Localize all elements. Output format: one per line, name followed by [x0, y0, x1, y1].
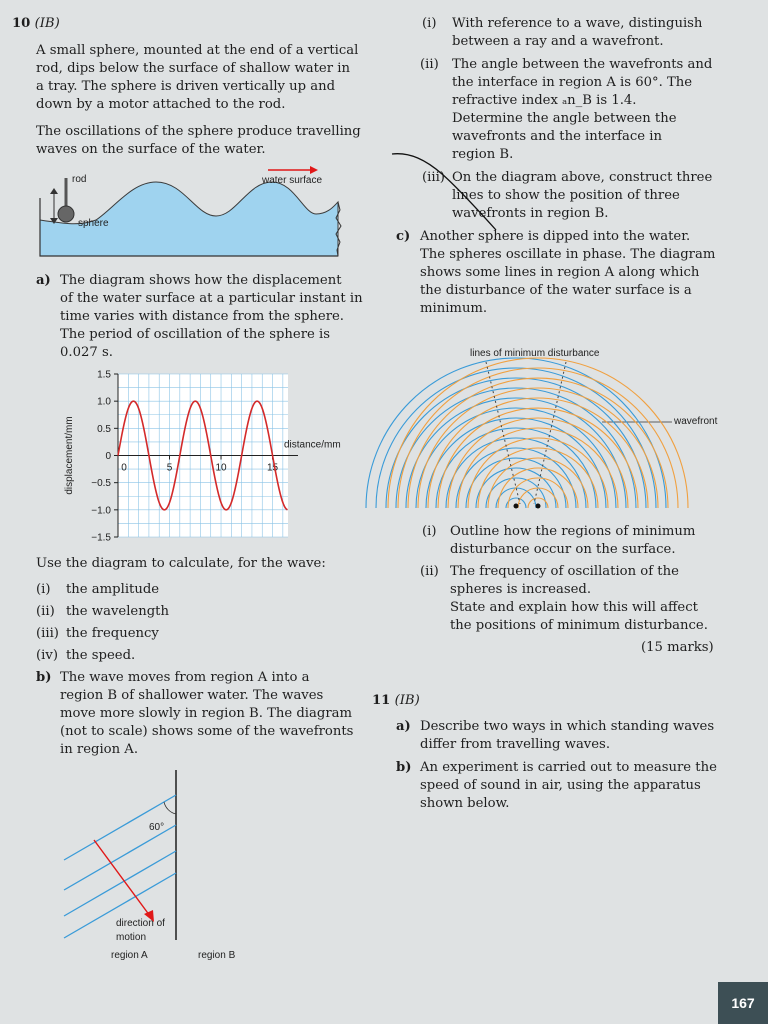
question-number: 10 [12, 16, 31, 31]
text-line: region B of shallower water. The waves [60, 688, 324, 703]
text-line: lines to show the position of three [452, 188, 680, 203]
question-tag: (IB) [34, 16, 60, 31]
text-line: between a ray and a wavefront. [452, 34, 664, 49]
x-tick-label: 15 [266, 462, 279, 474]
source-sphere-left [514, 504, 519, 509]
text-line: region B. [452, 147, 514, 162]
text-line: The oscillations of the sphere produce travelling [36, 124, 361, 139]
text-line: Describe two ways in which standing waves [420, 719, 715, 734]
part-letter: b) [396, 760, 412, 775]
text-line: shows some lines in region A along which [420, 265, 700, 280]
part-num: (iii) [422, 170, 445, 185]
wavefront-arc [366, 358, 666, 508]
part-num: (i) [422, 16, 437, 31]
marks-label: (15 marks) [641, 640, 714, 655]
text-line: State and explain how this will affect [450, 600, 698, 615]
part-letter: a) [36, 273, 51, 288]
tray-diagram [36, 168, 346, 258]
question-11-header [372, 692, 420, 710]
text-line: of the water surface at a particular instant in [60, 291, 363, 306]
text-line: shown below. [420, 796, 510, 811]
wavefront-2 [64, 825, 176, 890]
region-a-label: region A [111, 950, 148, 961]
min-line-right [534, 362, 566, 504]
text-line: the disturbance of the water surface is a [420, 283, 692, 298]
page-number: 167 [718, 982, 768, 1024]
y-axis-label: displacement/mm [64, 416, 75, 495]
text-line: The wave moves from region A into a [60, 670, 310, 685]
part-num: (ii) [420, 57, 439, 72]
min-lines-label: lines of minimum disturbance [470, 348, 600, 359]
sphere-label: sphere [78, 218, 109, 229]
text-line: disturbance occur on the surface. [450, 542, 676, 557]
text-line: in region A. [60, 742, 139, 757]
sphere [58, 206, 74, 222]
question-10-header [12, 15, 60, 33]
y-tick-label: 1.5 [97, 369, 111, 381]
part-letter: a) [396, 719, 411, 734]
y-tick-label: −1.0 [91, 505, 111, 517]
pen-annotation [390, 148, 510, 238]
text-line: rod, dips below the surface of shallow water in [36, 61, 350, 76]
direction-label-1: direction of [116, 918, 165, 929]
part-text: the speed. [66, 648, 136, 663]
text-line: a tray. The sphere is driven vertically up and [36, 79, 336, 94]
text-line: Outline how the regions of minimum [450, 524, 696, 539]
text-line: On the diagram above, construct three [452, 170, 713, 185]
text-line: down by a motor attached to the rod. [36, 97, 286, 112]
part-num: (ii) [420, 564, 439, 579]
part-text: the wavelength [66, 604, 169, 619]
text-line: Determine the angle between the [452, 111, 677, 126]
y-tick-label: −1.5 [91, 532, 111, 544]
x-tick-label: 10 [215, 462, 227, 474]
text-line: The angle between the wavefronts and [452, 57, 713, 72]
text-line: move more slowly in region B. The diagram [60, 706, 352, 721]
text-line: The period of oscillation of the sphere is [60, 327, 330, 342]
text-line: With reference to a wave, distinguish [452, 16, 703, 31]
y-tick-label: 0.5 [97, 423, 111, 435]
text-line: (not to scale) shows some of the wavefronts [60, 724, 354, 739]
y-tick-label: −0.5 [91, 478, 111, 490]
part-text: the frequency [66, 626, 159, 641]
y-tick-label: 0 [105, 451, 111, 462]
part-letter: b) [36, 670, 52, 685]
rod-label: rod [72, 174, 87, 185]
arc-group [366, 358, 688, 508]
text-line: minimum. [420, 301, 488, 316]
wavefront-label: wavefront [674, 416, 718, 427]
question-number: 11 [372, 693, 391, 708]
x-tick-label: 5 [166, 462, 173, 474]
text-line: refractive index ₐn_B is 1.4. [452, 93, 637, 108]
text-line: waves on the surface of the water. [36, 142, 266, 157]
text-line: A small sphere, mounted at the end of a vertical [36, 43, 359, 58]
text-line: wavefronts and the interface in [452, 129, 663, 144]
part-num: (ii) [36, 604, 55, 619]
text-line: the interface in region A is 60°. The [452, 75, 693, 90]
text-line: spheres is increased. [450, 582, 592, 597]
text-line: The frequency of oscillation of the [450, 564, 679, 579]
wavefront-arc [466, 458, 566, 508]
wavefront-arc [488, 458, 588, 508]
text-line: wavefronts in region B. [452, 206, 609, 221]
text-line: 0.027 s. [60, 345, 113, 360]
region-b-label: region B [198, 950, 236, 961]
x-tick-label: 0 [121, 462, 127, 474]
direction-label-2: motion [116, 932, 147, 943]
water-surface-label: water surface [262, 175, 323, 186]
text-line: the positions of minimum disturbance. [450, 618, 708, 633]
text-line: differ from travelling waves. [420, 737, 611, 752]
y-tick-label: 1.0 [97, 396, 111, 408]
part-text: the amplitude [66, 582, 160, 597]
refraction-diagram [60, 768, 260, 968]
x-axis-label: distance/mm [284, 439, 341, 451]
text-line: Another sphere is dipped into the water. [420, 229, 691, 244]
angle-arc [164, 802, 176, 814]
text-line: speed of sound in air, using the apparatus [420, 778, 701, 793]
displacement-chart [60, 362, 360, 552]
part-num: (iv) [36, 648, 58, 663]
part-letter: c) [396, 229, 411, 244]
source-sphere-right [536, 504, 541, 509]
text-line: An experiment is carried out to measure the [420, 760, 717, 775]
part-num: (i) [36, 582, 51, 597]
interference-diagram [370, 340, 740, 520]
text-line: time varies with distance from the sphere. [60, 309, 344, 324]
part-num: (iii) [36, 626, 59, 641]
angle-label: 60° [149, 822, 165, 833]
question-tag: (IB) [394, 693, 420, 708]
text-line: The diagram shows how the displacement [60, 273, 342, 288]
text-line: The spheres oscillate in phase. The diagram [420, 247, 716, 262]
part-num: (i) [422, 524, 437, 539]
use-diagram-text: Use the diagram to calculate, for the wave: [36, 556, 326, 571]
